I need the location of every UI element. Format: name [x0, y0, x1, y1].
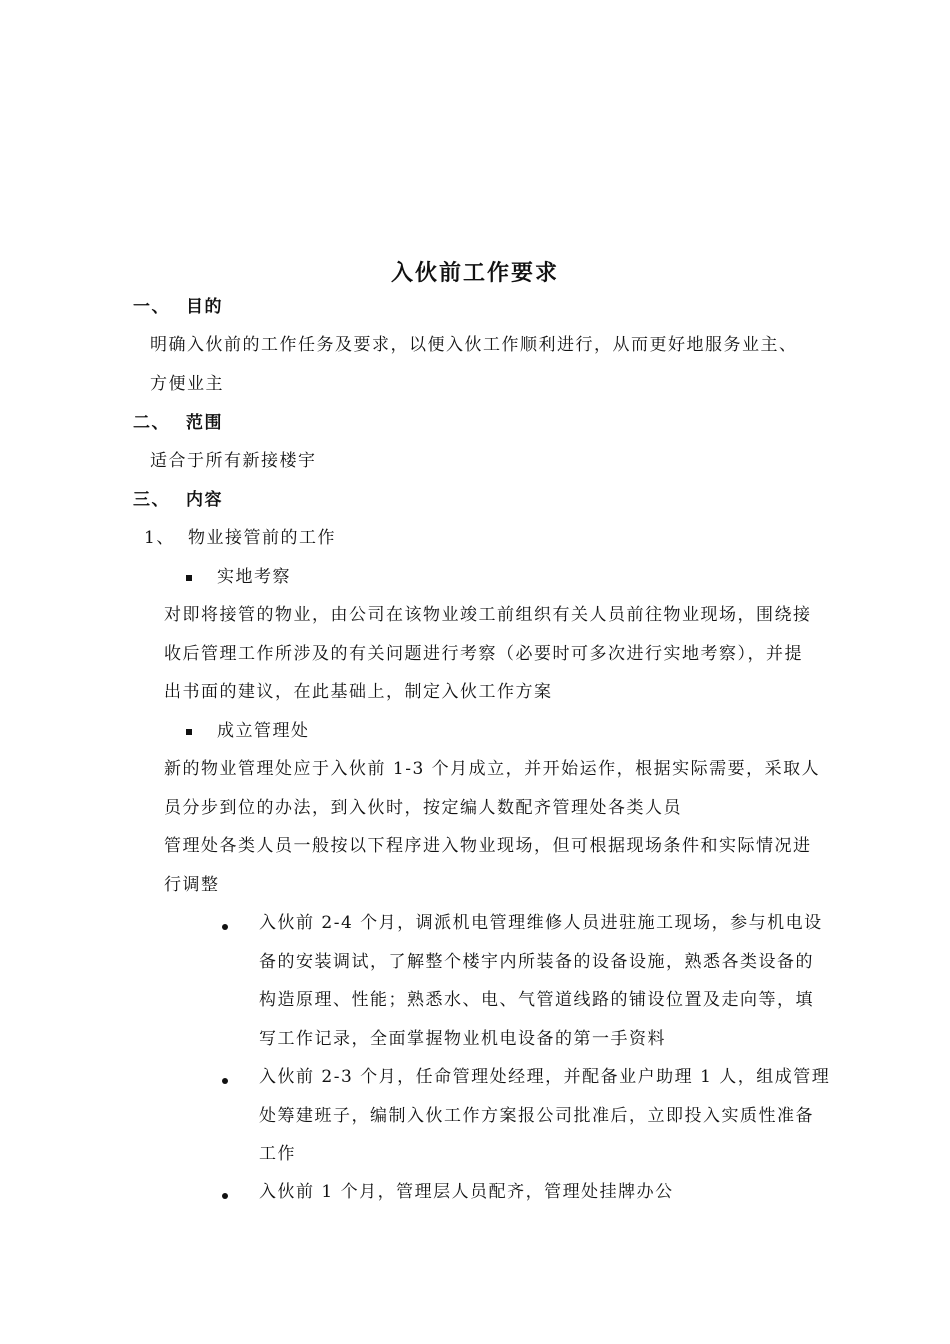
bullet-line: 工作: [259, 1144, 296, 1164]
paragraph-line: 收后管理工作所涉及的有关问题进行考察（必要时可多次进行实地考察），并提: [164, 644, 803, 664]
bullet-line: 处筹建班子，编制入伙工作方案报公司批准后，立即投入实质性准备: [259, 1106, 814, 1126]
document-title: 入伙前工作要求: [390, 261, 559, 286]
bullet-dot-icon: [222, 924, 228, 930]
paragraph-line: 员分步到位的办法，到入伙时，按定编人数配齐管理处各类人员: [164, 798, 682, 818]
paragraph-line: 对即将接管的物业，由公司在该物业竣工前组织有关人员前往物业现场，围绕接: [164, 605, 812, 625]
square-bullet-icon: [186, 729, 192, 735]
paragraph-line: 出书面的建议，在此基础上，制定入伙工作方案: [164, 682, 553, 702]
section-heading: 目的: [186, 297, 223, 317]
bullet-line: 入伙前 1 个月，管理层人员配齐，管理处挂牌办公: [259, 1182, 674, 1202]
paragraph-line: 适合于所有新接楼宇: [150, 451, 317, 471]
paragraph-line: 明确入伙前的工作任务及要求，以便入伙工作顺利进行，从而更好地服务业主、: [150, 335, 798, 355]
section-heading: 内容: [186, 490, 223, 510]
bullet-line: 入伙前 2-4 个月，调派机电管理维修人员进驻施工现场，参与机电设: [259, 913, 823, 933]
bullet-line: 构造原理、性能；熟悉水、电、气管道线路的铺设位置及走向等，填: [259, 990, 814, 1010]
paragraph-line: 新的物业管理处应于入伙前 1-3 个月成立，并开始运作，根据实际需要，采取人: [164, 759, 821, 779]
section-heading: 范围: [186, 413, 223, 433]
subsection-number: 1、: [144, 528, 175, 548]
paragraph-line: 行调整: [164, 875, 220, 895]
paragraph-line: 方便业主: [150, 374, 224, 394]
section-number: 三、: [133, 490, 170, 510]
bullet-dot-icon: [222, 1078, 228, 1084]
square-bullet-icon: [186, 575, 192, 581]
section-number: 一、: [133, 297, 170, 317]
paragraph-line: 管理处各类人员一般按以下程序进入物业现场，但可根据现场条件和实际情况进: [164, 836, 812, 856]
item-heading: 实地考察: [217, 567, 291, 587]
subsection-heading: 物业接管前的工作: [188, 528, 336, 548]
bullet-line: 入伙前 2-3 个月，任命管理处经理，并配备业户助理 1 人，组成管理: [259, 1067, 831, 1087]
bullet-dot-icon: [222, 1193, 228, 1199]
bullet-line: 备的安装调试，了解整个楼宇内所装备的设备设施，熟悉各类设备的: [259, 952, 814, 972]
bullet-line: 写工作记录，全面掌握物业机电设备的第一手资料: [259, 1029, 666, 1049]
item-heading: 成立管理处: [217, 721, 310, 741]
section-number: 二、: [133, 413, 170, 433]
